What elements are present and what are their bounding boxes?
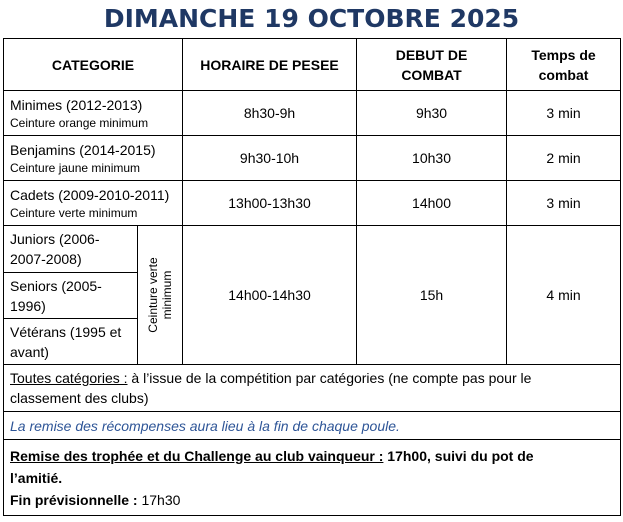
table-row: [4, 181, 621, 226]
awards-note: La remise des récompenses aura lieu à la fin de chaque poule.: [4, 412, 621, 440]
header-categorie: CATEGORIE: [4, 39, 183, 91]
table-row: [4, 91, 621, 136]
trophy-cell: Remise des trophée et du Challenge au club vainqueur : 17h00, suivi du pot de l’amitié. Fin prévisionnelle : 17h30: [4, 440, 621, 516]
all-categories-label: Toutes catégories :: [10, 370, 128, 386]
schedule-table: [3, 38, 621, 516]
all-categories-row: [4, 365, 621, 412]
belt-requirement: Ceinture verte minimum: [10, 205, 138, 220]
fight-duration: 4 min: [507, 226, 621, 365]
weigh-in-time: 8h30-9h: [183, 91, 357, 136]
category-name: Cadets (2009-2010-2011): [10, 186, 170, 203]
start-time: 9h30: [357, 91, 507, 136]
belt-requirement: Ceinture jaune minimum: [10, 160, 141, 175]
trophy-row: [4, 440, 621, 516]
header-temps: Temps de combat: [507, 39, 621, 91]
category-name: Benjamins (2014-2015): [10, 141, 156, 158]
end-value: 17h30: [137, 491, 181, 508]
table-row: [4, 136, 621, 181]
category-cell: [4, 136, 183, 181]
start-time: 10h30: [357, 136, 507, 181]
header-row: [4, 39, 621, 91]
all-categories-cell: Toutes catégories : à l’issue de la compétition par catégories (ne compte pas pour le classement des clubs): [4, 365, 621, 412]
start-time: 14h00: [357, 181, 507, 226]
start-time: 15h: [357, 226, 507, 365]
header-debut: DEBUT DE COMBAT: [357, 39, 507, 91]
page-title: DIMANCHE 19 OCTOBRE 2025: [103, 4, 520, 33]
fight-duration: 2 min: [507, 136, 621, 181]
category-cell: [4, 91, 183, 136]
fight-duration: 3 min: [507, 91, 621, 136]
fight-duration: 3 min: [507, 181, 621, 226]
weigh-in-time: 13h00-13h30: [183, 181, 357, 226]
weigh-in-time: 14h00-14h30: [183, 226, 357, 365]
weigh-in-time: 9h30-10h: [183, 136, 357, 181]
category-veterans: Vétérans (1995 et avant): [4, 319, 138, 365]
category-juniors: Juniors (2006- 2007-2008): [4, 226, 138, 273]
group-belt-cell: [138, 226, 183, 365]
table-row: [4, 226, 621, 273]
group-belt-requirement: Ceinture verte minimum: [146, 257, 174, 333]
category-cell: [4, 181, 183, 226]
trophy-label: Remise des trophée et du Challenge au club vainqueur :: [10, 447, 384, 464]
header-horaire: HORAIRE DE PESEE: [183, 39, 357, 91]
awards-note-row: [4, 412, 621, 440]
category-seniors: Seniors (2005- 1996): [4, 273, 138, 319]
end-label: Fin prévisionnelle :: [10, 491, 138, 508]
category-name: Minimes (2012-2013): [10, 96, 143, 113]
belt-requirement: Ceinture orange minimum: [10, 115, 149, 130]
